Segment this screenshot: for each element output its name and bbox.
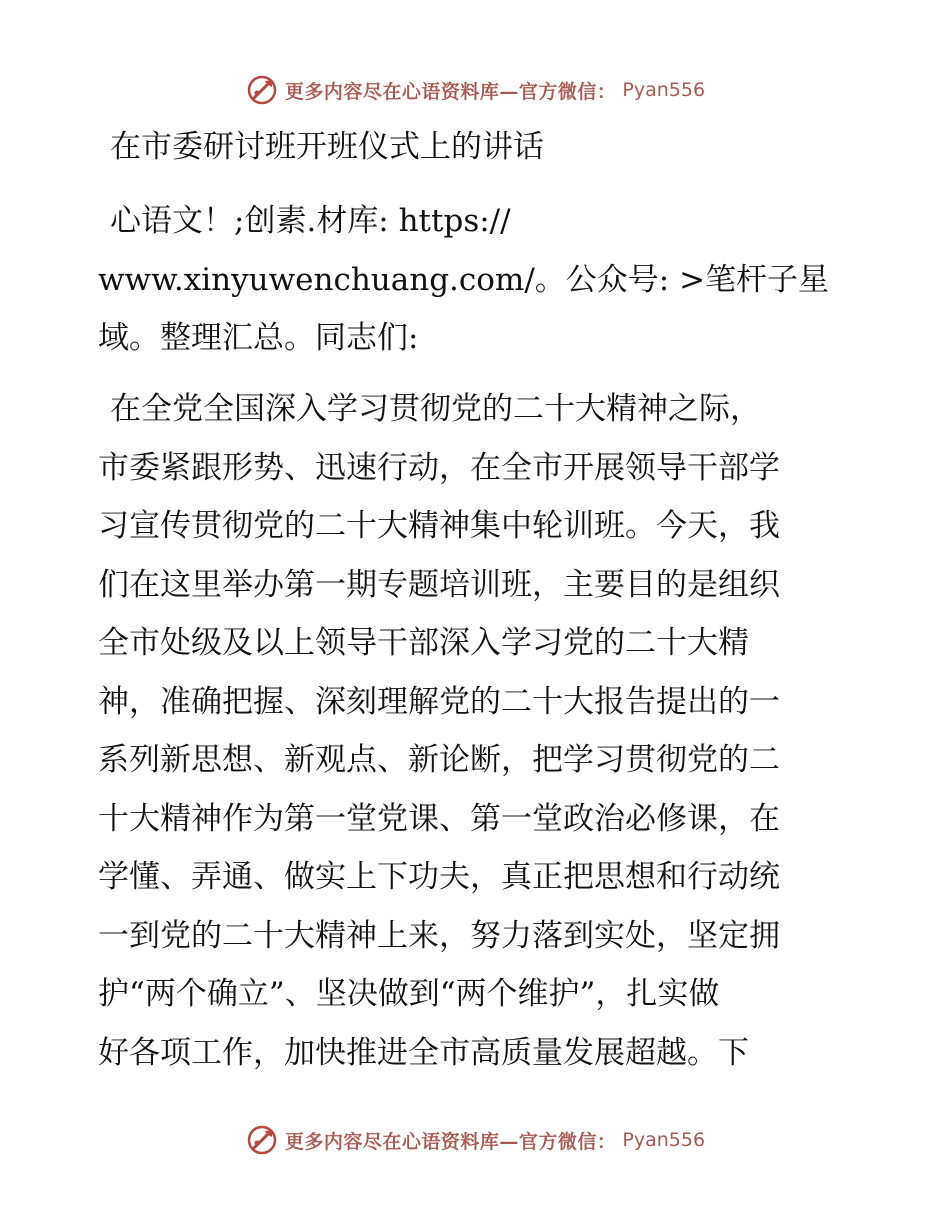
quill-logo-icon <box>245 1123 279 1157</box>
footer-banner <box>0 1120 950 1160</box>
body-paragraph <box>98 380 858 1082</box>
paragraph-line: www.xinyuwenchuang.com/。公众号: >笔杆子星 <box>98 261 830 298</box>
header-banner-text: 更多内容尽在心语资料库—官方微信： <box>284 80 617 103</box>
footer-banner-wechat-id: Pyan556 <box>622 1129 706 1151</box>
intro-paragraph <box>98 192 858 368</box>
paragraph-line: 系列新思想、新观点、新论断，把学习贯彻党的二 <box>98 742 780 778</box>
paragraph-line: 市委紧跟形势、迅速行动，在全市开展领导干部学 <box>98 449 780 486</box>
paragraph-line: 学懂、弄通、做实上下功夫，真正把思想和行动统 <box>98 859 780 895</box>
paragraph-line: 十大精神作为第一堂党课、第一堂政治必修课，在 <box>98 800 780 837</box>
quill-logo-icon <box>245 73 279 107</box>
footer-banner-text: 更多内容尽在心语资料库—官方微信： <box>284 1130 617 1153</box>
paragraph-line: 心语文！;创素.材库: https:// <box>110 203 511 239</box>
paragraph-line: 们在这里举办第一期专题培训班，主要目的是组织 <box>98 566 780 603</box>
paragraph-line: 神，准确把握、深刻理解党的二十大报告提出的一 <box>98 683 780 720</box>
paragraph-line: 在全党全国深入学习贯彻党的二十大精神之际， <box>110 391 761 427</box>
paragraph-line: 全市处级及以上领导干部深入学习党的二十大精 <box>98 625 749 661</box>
paragraph-line: 域。整理汇总。同志们: <box>98 320 419 356</box>
header-banner-wechat-id: Pyan556 <box>622 79 706 101</box>
header-banner <box>0 70 950 110</box>
paragraph-line: 好各项工作，加快推进全市高质量发展超越。下 <box>98 1034 749 1071</box>
paragraph-line: 护“两个确立”、坚决做到“两个维护”，扎实做 <box>98 976 720 1012</box>
document-title: 在市委研讨班开班仪式上的讲话 <box>110 129 544 165</box>
paragraph-line: 习宣传贯彻党的二十大精神集中轮训班。今天，我 <box>98 508 780 544</box>
paragraph-line: 一到党的二十大精神上来，努力落到实处，坚定拥 <box>98 917 780 954</box>
